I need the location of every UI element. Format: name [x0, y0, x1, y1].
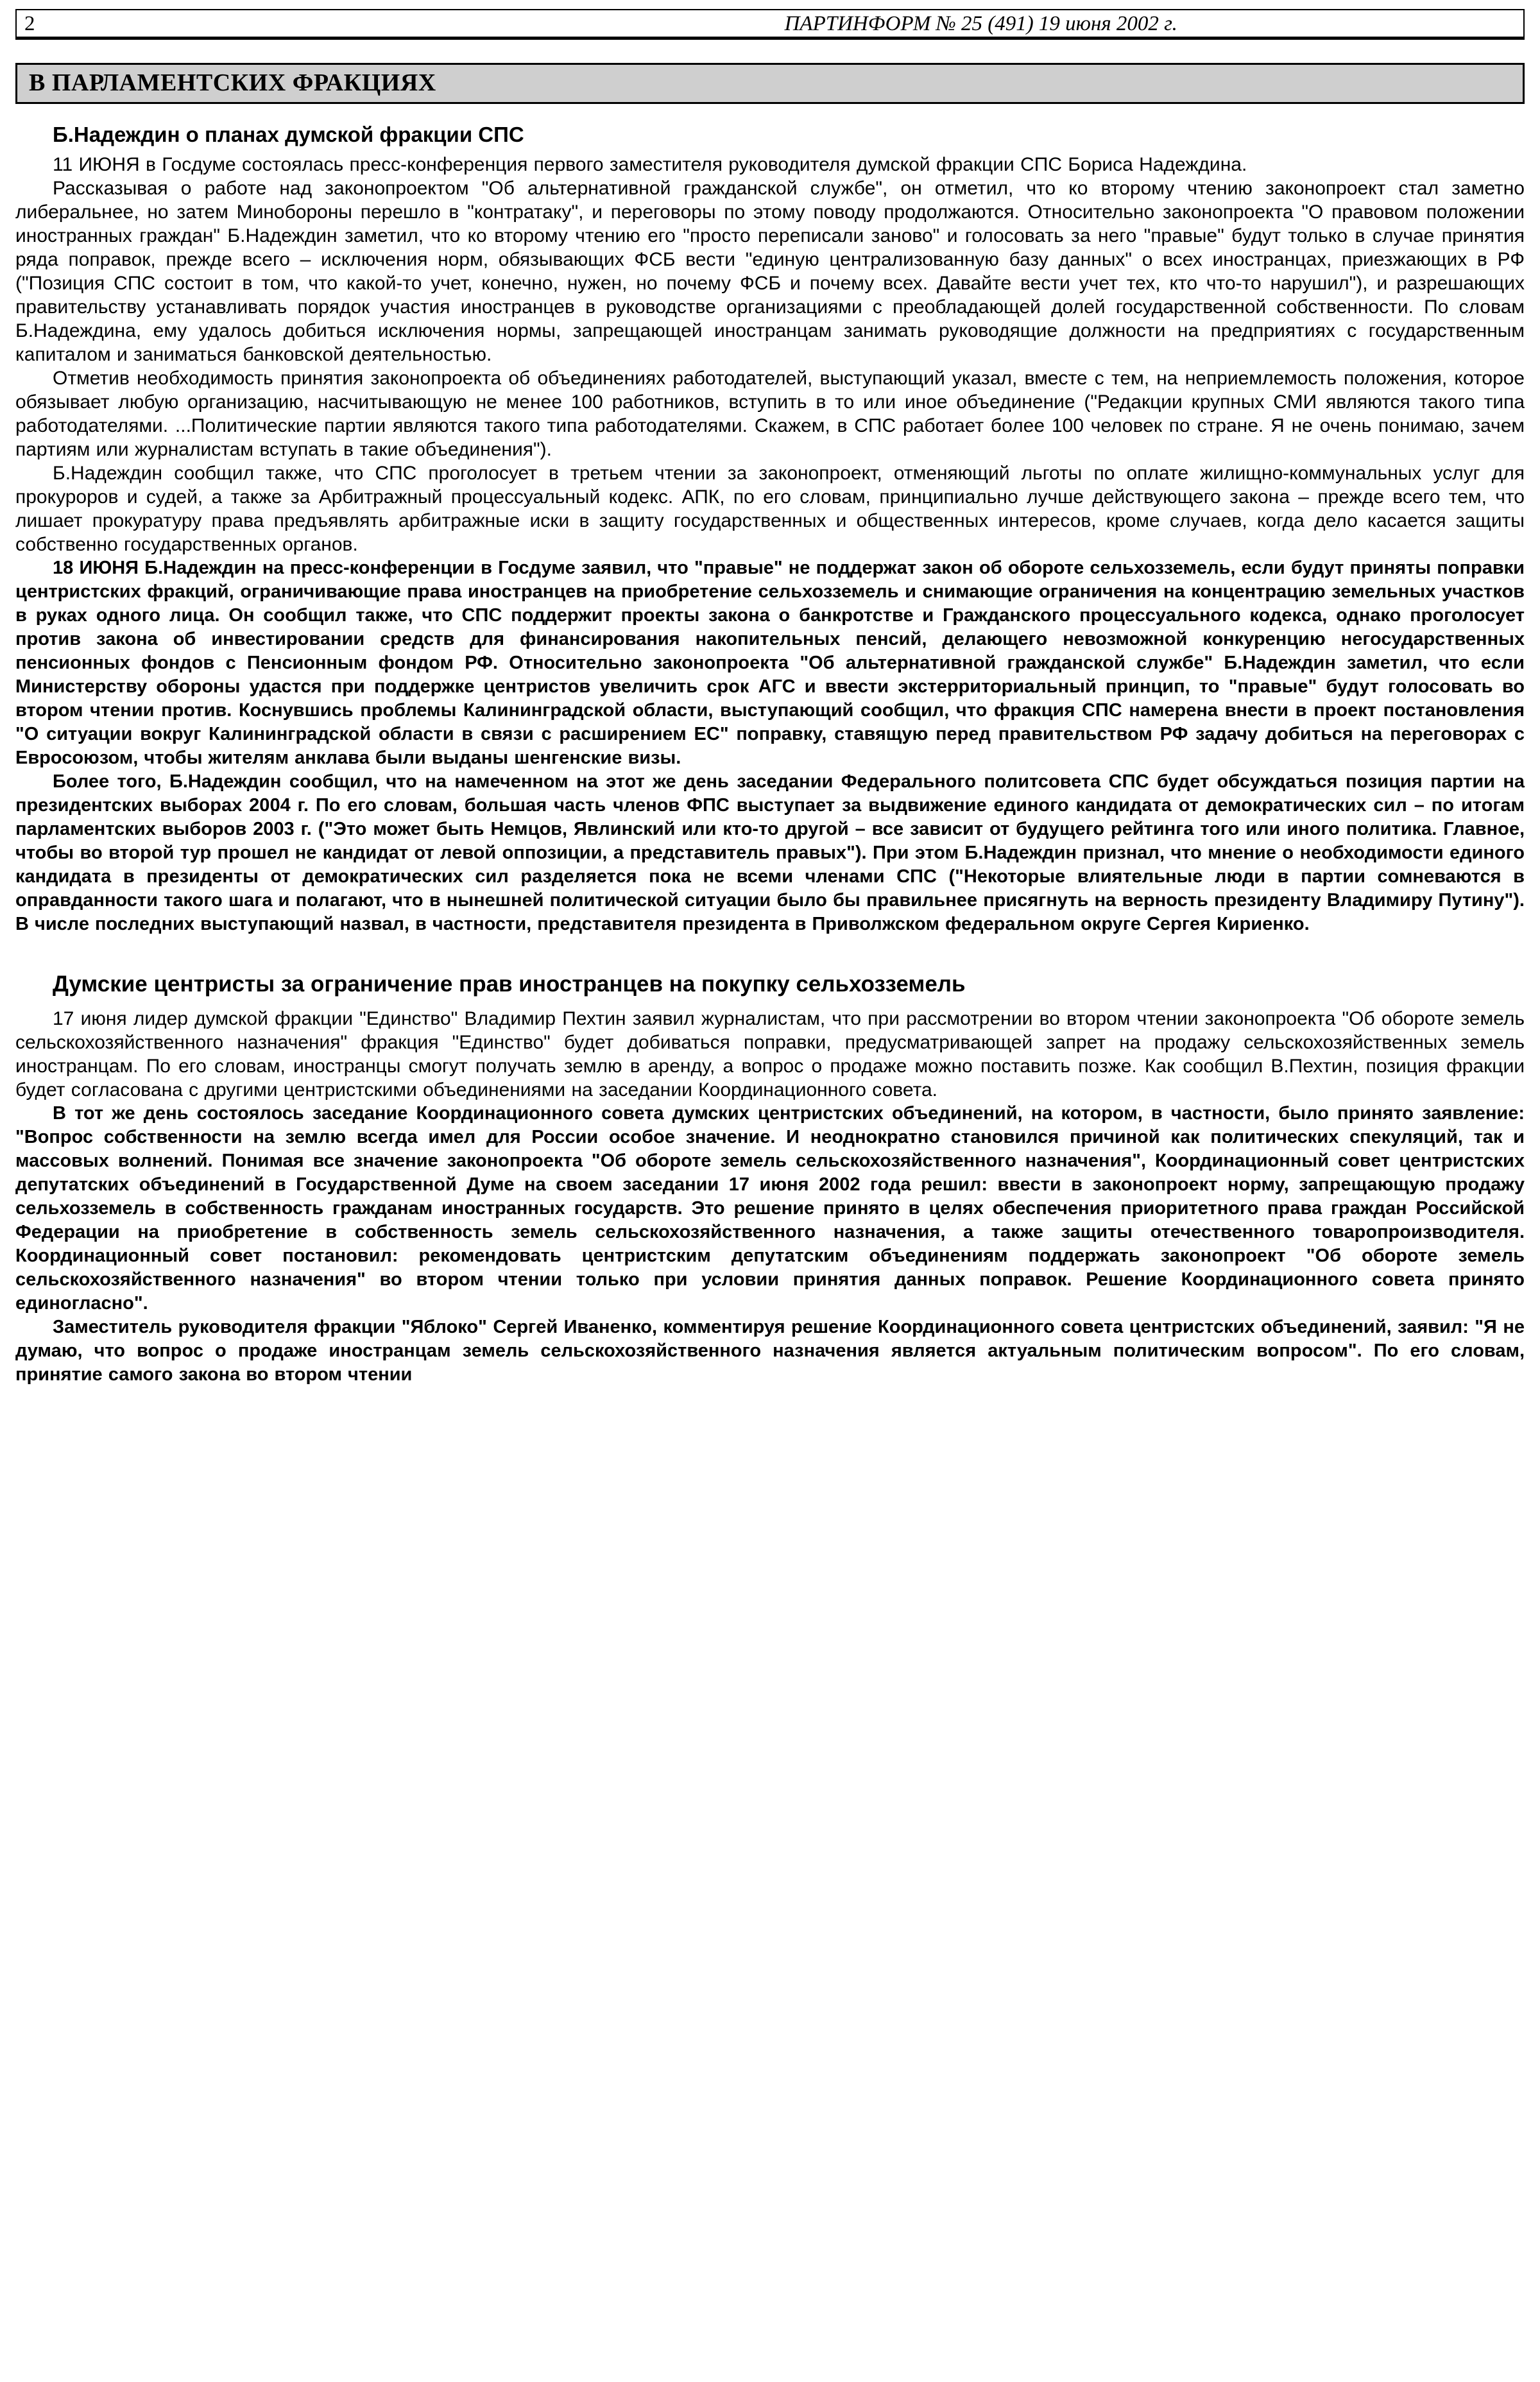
page-number: 2: [24, 12, 35, 35]
page-header: [15, 9, 1525, 40]
paragraph: Б.Надеждин сообщил также, что СПС проголосует в третьем чтении за законопроект, отменяющий льготы по оплате жилищно-коммунальных услуг для прокуроров и судей, а также за Арбитражный процессуальный кодекс. АПК, по его словам, принципиально лучше действующего закона – прежде всего тем, что лишает прокуратуру права предъявлять арбитражные иски в защиту государственных и общественных интересов, кроме случаев, когда дело касается защиты собственно государственных органов.: [15, 462, 1525, 555]
article-centrists: [15, 971, 1525, 1387]
paragraph: 11 ИЮНЯ в Госдуме состоялась пресс-конференция первого заместителя руководителя думской фракции СПС Бориса Надеждина.: [53, 153, 1247, 175]
paragraph: Более того, Б.Надеждин сообщил, что на намеченном на этот же день заседании Федерального политсовета СПС будет обсуждаться позиция партии на президентских выборах 2004 г. По его словам, большая часть членов ФПС выступает за выдвижение единого кандидата от демократических сил – по итогам парламентских выборов 2003 г. ("Это может быть Немцов, Явлинский или кто-то другой – все зависит от будущего рейтинга того или иного политика. Главное, чтобы во второй тур прошел не кандидат от левой оппозиции, а представитель правых"). При этом Б.Надеждин признал, что мнение о необходимости единого кандидата в президенты от демократических сил разделяется пока не всеми членами СПС ("Некоторые влиятельные люди в партии сомневаются в оправданности такого шага и полагают, что в нынешней политической ситуации было бы правильнее присягнуть на верность президенту Владимиру Путину"). В числе последних выступающий назвал, в частности, представителя президента в Приволжском федеральном округе Сергея Кириенко.: [15, 771, 1525, 934]
paragraph: В тот же день состоялось заседание Координационного совета думских центристских объединений, на котором, в частности, было принято заявление: "Вопрос собственности на землю всегда имел для России особое значение. И неоднократно становился причиной как политических спекуляций, так и массовых волнений. Понимая все значение законопроекта "Об обороте земель сельскохозяйственного назначения", Координационный совет центристских депутатских объединений в Государственной Думе на своем заседании 17 июня 2002 года решил: ввести в законопроект норму, запрещающую продажу сельхозземель в собственность гражданам иностранных государств. Это решение принято в целях обеспечения приоритетного права граждан Российской Федерации на приобретение в собственность земель сельскохозяйственного назначения, а также защиты отечественного товаропроизводителя. Координационный совет постановил: рекомендовать центристским депутатским объединениям поддержать законопроект "Об обороте земель сельскохозяйственного назначения" во втором чтении только при условии принятия данных поправок. Решение Координационного совета принято единогласно".: [15, 1102, 1525, 1314]
article-nadezhdin: [15, 122, 1525, 936]
section-header: [15, 63, 1525, 104]
newsletter-masthead: ПАРТИНФОРМ № 25 (491) 19 июня 2002 г.: [784, 12, 1177, 35]
paragraph: 17 июня лидер думской фракции "Единство" Владимир Пехтин заявил журналистам, что при рассмотрении во втором чтении законопроекта "Об обороте земель сельскохозяйственного назначения" фракция "Единство" будет добиваться поправки, предусматривающей запрет на продажу сельскохозяйственных земель иностранцам. По его словам, иностранцы смогут получать землю в аренду, а вопрос о продаже можно поставить позже. Как сообщил В.Пехтин, позиция фракции будет согласована с другими центристскими объединениями на заседании Координационного совета.: [15, 1007, 1525, 1101]
paragraph: Рассказывая о работе над законопроектом "Об альтернативной гражданской службе", он отметил, что ко второму чтению законопроект стал заметно либеральнее, но затем Минобороны перешло в "контратаку", и переговоры по этому поводу продолжаются. Относительно законопроекта "О правовом положении иностранных граждан" Б.Надеждин заметил, что ко второму чтению его "просто переписали заново" и голосовать за него "правые" будут только в случае принятия ряда поправок, прежде всего – исключения норм, обязывающих ФСБ вести "единую централизованную базу данных" о всех иностранцах, приезжающих в РФ ("Позиция СПС состоит в том, что какой-то учет, конечно, нужен, но почему ФСБ и почему всех. Давайте вести учет тех, кто что-то нарушил"), и разрешающих правительству устанавливать порядок участия иностранцев в руководстве организациями с преобладающей долей государственной собственности. По словам Б.Надеждина, ему удалось добиться исключения нормы, запрещающей иностранцам занимать руководящие должности на предприятиях с государственным капиталом и заниматься банковской деятельностью.: [15, 177, 1525, 365]
paragraph: Отметив необходимость принятия законопроекта об объединениях работодателей, выступающий указал, вместе с тем, на неприемлемость положения, которое обязывает любую организацию, насчитывающую не менее 100 работников, вступить в то или иное объединение ("Редакции крупных СМИ являются такого типа работодателями. ...Политические партии являются такого типа работодателями. Скажем, в СПС работает более 100 человек по стране. Я не очень понимаю, зачем партиям или журналистам вступать в такие объединения").: [15, 367, 1525, 460]
article-title: Б.Надеждин о планах думской фракции СПС: [53, 123, 524, 146]
paragraph: 18 ИЮНЯ Б.Надеждин на пресс-конференции в Госдуме заявил, что "правые" не поддержат закон об обороте сельхозземель, если будут приняты поправки центристских фракций, ограничивающие права иностранцев на приобретение сельхозземель и снимающие ограничения на концентрацию земельных участков в руках одного лица. Он сообщил также, что СПС поддержит проекты закона о банкротстве и Гражданского процессуального кодекса, однако проголосует против закона об инвестировании средств для финансирования накопительных пенсий, делающего невозможной конкуренцию негосударственных пенсионных фондов с Пенсионным фондом РФ. Относительно законопроекта "Об альтернативной гражданской службе" Б.Надеждин заметил, что если Министерству обороны удастся при поддержке центристов увеличить срок АГС и ввести экстерриториальный принцип, то "правые" будут голосовать во втором чтении против. Коснувшись проблемы Калининградской области, выступающий сообщил, что фракция СПС намерена внести в проект постановления "О ситуации вокруг Калининградской области в связи с расширением ЕС" поправку, ставящую перед правительством РФ задачу добиться на переговорах с Евросоюзом, чтобы жителям анклава были выданы шенгенские визы.: [15, 557, 1525, 768]
section-title: В ПАРЛАМЕНТСКИХ ФРАКЦИЯХ: [29, 69, 436, 96]
article-title: Думские центристы за ограничение прав иностранцев на покупку сельхозземель: [53, 971, 966, 997]
paragraph: Заместитель руководителя фракции "Яблоко" Сергей Иваненко, комментируя решение Координационного совета центристских объединений, заявил: "Я не думаю, что вопрос о продаже иностранцам земель сельскохозяйственного назначения является актуальным политическим вопросом". По его словам, принятие самого закона во втором чтении: [15, 1316, 1525, 1385]
